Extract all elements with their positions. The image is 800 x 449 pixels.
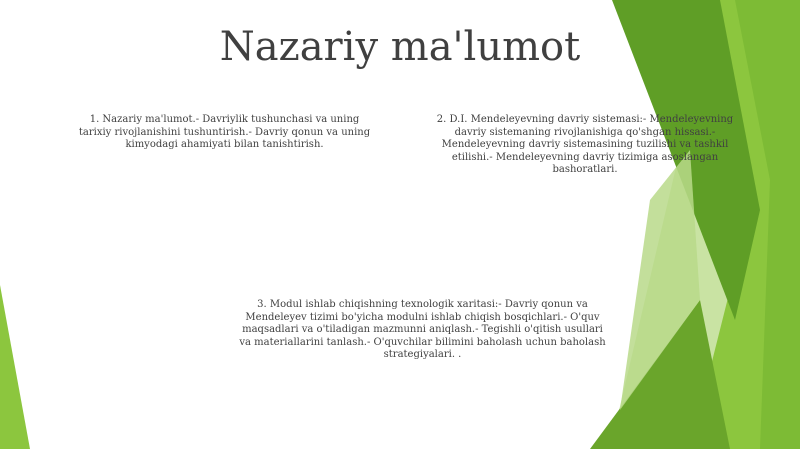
text-block-2: 2. D.I. Mendeleyevning davriy sistemasi:- Mendeleyevning davriy sistemaning rivojlanishiga qo'shgan hissasi.- Mendeleyevning davriy sistemasining tuzilishi va tashkil etilishi.- Mendeleyevning davriy tizimiga asoslangan bashoratlari. [436,114,734,175]
left-green-shape [0,285,30,449]
text-block-1: 1. Nazariy ma'lumot.- Davriylik tushunchasi va uning tarixiy rivojlanishini tushuntirish.- Davriy qonun va uning kimyodagi ahamiyati bilan tanishtirish. [78,114,371,150]
text-block-3: 3. Modul ishlab chiqishning texnologik xaritasi:- Davriy qonun va Mendeleyev tizimi bo'yicha modulni ishlab chiqish bosqichlari.- O'quv maqsadlari va o'tiladigan mazmunni aniqlash.- Tegishli o'qitish usullari va materiallarini tanlash.- O'quvchilar bilimini baholash uchun baholash strategiyalari. . [239,299,606,360]
slide-title: Nazariy ma'lumot [219,24,581,70]
